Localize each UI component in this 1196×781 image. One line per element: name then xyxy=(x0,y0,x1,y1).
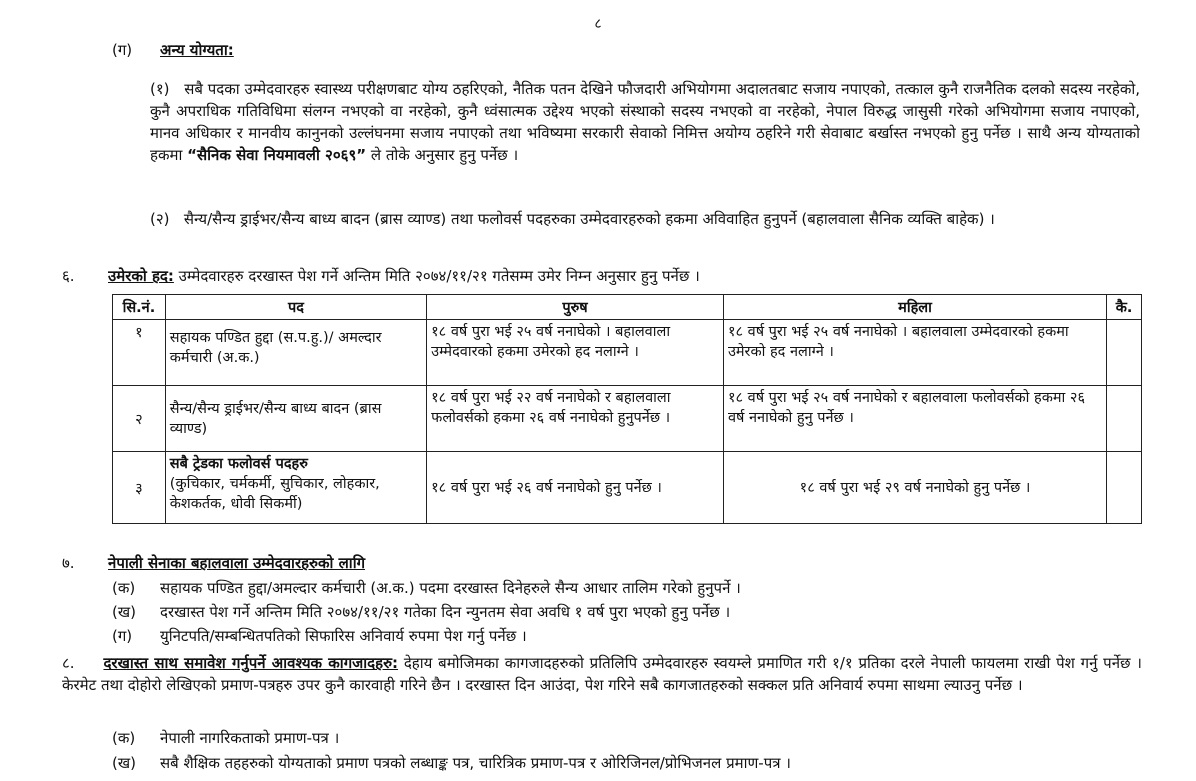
section-6-title: उमेरको हद: xyxy=(108,267,174,285)
para2-text: सैन्य/सैन्य ड्राईभर/सैन्य बाध्य बादन (ब्रास व्याण्ड) तथा फलोवर्स पदहरुका उम्मेदवारहरुको हकमा अविवाहित हुनुपर्ने (बहालवाला सैनिक व्यक्ति बाहेक) । xyxy=(183,210,995,228)
section-7-number: ७. xyxy=(62,554,75,572)
section-8-text: देहाय बमोजिमका कागजादहरुको प्रतिलिपि उम्मेदवारहरु स्वयम्ले प्रमाणित गरी १/१ प्रतिका दरले नेपाली फायलमा राखी पेश गर्नु पर्नेछ । केरमेट तथा दोहोरो लेखिएको प्रमाण-पत्रहरु उपर कुनै कारवाही गरिने छैन । दरखास्त दिन आउंदा, पेश गरिने सबै कागजातहरुको सक्कल प्रति अनिवार्य रुपमा साथमा ल्याउनु पर्नेछ । xyxy=(62,654,1142,694)
section-7-item-label: (ख) xyxy=(112,603,136,621)
section-7-item-text: सहायक पण्डित हुद्दा/अमल्दार कर्मचारी (अ.क.) पदमा दरखास्त दिनेहरुले सैन्य आधार तालिम गरेको हुनुपर्ने । xyxy=(160,579,741,597)
section-7-title: नेपाली सेनाका बहालवाला उम्मेदवारहरुको लागि xyxy=(108,554,366,572)
table-row xyxy=(113,320,1142,386)
section-7-item-text: युनिटपति/सम्बन्धितपतिको सिफारिस अनिवार्य रुपमा पेश गर्नु पर्नेछ । xyxy=(160,627,527,645)
section-g-para1 xyxy=(150,78,1140,190)
cell-post-detail: (कुचिकार, चर्मकर्मी, सुचिकार, लोहकार, केशकर्तक, धोवी सिकर्मी) xyxy=(169,476,380,512)
cell-post xyxy=(165,452,426,524)
para1-text: सबै पदका उम्मेदवारहरु स्वास्थ्य परीक्षणबाट योग्य ठहरिएको, नैतिक पतन देखिने फौजदारी अभियोगमा अदालतबाट सजाय नपाएको, तत्काल कुनै राजनैतिक दलको सदस्य नरहेको, कुनै अपराधिक गतिविधिमा संलग्न नभएको वा नरहेको, कुनै ध्वंसात्मक उद्देश्य भएको संस्थाको सदस्य नभएको वा नरहेको, नेपाल विरुद्ध जासुसी गरेको अभियोगमा सजाय नपाएको, मानव अधिकार र मानवीय कानुनको उल्लंघनमा सजाय नपाएको तथा भविष्यमा सरकारी सेवाको निमित्त अयोग्य ठहरिने गरी सेवाबाट बर्खास्त नभएको हुनु पर्नेछ । साथै अन्य योग्यताको हकमा xyxy=(150,80,1140,164)
cell-female: १८ वर्ष पुरा भई २५ वर्ष ननाघेको र बहालवाला फलोवर्सको हकमा २६ वर्ष ननाघेको हुनु पर्नेछ । xyxy=(723,386,1106,452)
para1-number: (१) xyxy=(150,80,170,98)
section-8-number: ८. xyxy=(62,654,75,672)
cell-serial: २ xyxy=(113,386,166,452)
cell-remarks xyxy=(1107,320,1142,386)
cell-male: १८ वर्ष पुरा भई २२ वर्ष ननाघेको र बहालवाला फलोवर्सको हकमा २६ वर्ष ननाघेको हुनुपर्नेछ । xyxy=(427,386,724,452)
section-6-number: ६. xyxy=(62,267,75,285)
cell-male: १८ वर्ष पुरा भई २५ वर्ष ननाघेको । बहालवाला उम्मेदवारको हकमा उमेरको हद नलाग्ने । xyxy=(427,320,724,386)
section-6-line xyxy=(108,266,1148,286)
cell-post: सैन्य/सैन्य ड्राईभर/सैन्य बाध्य बादन (ब्रास व्याण्ड) xyxy=(165,386,426,452)
section-7-item-label: (क) xyxy=(112,579,136,597)
cell-remarks xyxy=(1107,452,1142,524)
header-male: पुरुष xyxy=(427,295,724,320)
table-row xyxy=(113,452,1142,524)
table-row xyxy=(113,386,1142,452)
section-8-item-text: नेपाली नागरिकताको प्रमाण-पत्र । xyxy=(160,729,340,747)
header-female: महिला xyxy=(723,295,1106,320)
header-remarks: कै. xyxy=(1107,295,1142,320)
section-8-title: दरखास्त साथ समावेश गर्नुपर्ने आवश्यक कागजादहरु: xyxy=(103,654,399,672)
cell-male: १८ वर्ष पुरा भई २६ वर्ष ननाघेको हुनु पर्नेछ । xyxy=(427,452,724,524)
para2-number: (२) xyxy=(150,210,170,228)
section-7-item-label: (ग) xyxy=(112,627,133,645)
table-header-row xyxy=(113,295,1142,320)
cell-serial: ३ xyxy=(113,452,166,524)
para1-regulation-name: “सैनिक सेवा नियमावली २०६९” xyxy=(187,146,367,164)
cell-serial: १ xyxy=(113,320,166,386)
cell-female: १८ वर्ष पुरा भई २५ वर्ष ननाघेको । बहालवाला उम्मेदवारको हकमा उमेरको हद नलाग्ने । xyxy=(723,320,1106,386)
section-g-title: अन्य योग्यता: xyxy=(160,41,234,59)
section-6-text: उम्मेदवारहरु दरखास्त पेश गर्ने अन्तिम मिति २०७४/११/२१ गतेसम्म उमेर निम्न अनुसार हुनु पर्नेछ । xyxy=(178,267,700,285)
cell-female: १८ वर्ष पुरा भई २९ वर्ष ननाघेको हुनु पर्नेछ । xyxy=(723,452,1106,524)
para1-tail: ले तोके अनुसार हुनु पर्नेछ । xyxy=(370,146,519,164)
section-7-item-text: दरखास्त पेश गर्ने अन्तिम मिति २०७४/११/२१ गतेका दिन न्युनतम सेवा अवधि १ वर्ष पुरा भएको हुनु पर्नेछ । xyxy=(160,603,731,621)
section-g-para2 xyxy=(150,208,1140,254)
section-8-item-text: सबै शैक्षिक तहहरुको योग्यताको प्रमाण पत्रको लब्धाङ्क पत्र, चारित्रिक प्रमाण-पत्र र ओरिजिनल/प्रोभिजनल प्रमाण-पत्र । xyxy=(160,754,791,772)
section-8-item-label: (ख) xyxy=(112,754,136,772)
page-number: ८ xyxy=(594,16,602,32)
header-serial: सि.नं. xyxy=(113,295,166,320)
section-8-item-label: (क) xyxy=(112,729,136,747)
age-limit-table xyxy=(112,294,1142,524)
header-post: पद xyxy=(165,295,426,320)
cell-post: सहायक पण्डित हुद्दा (स.प.हु.)/ अमल्दार कर्मचारी (अ.क.) xyxy=(165,320,426,386)
section-8-paragraph xyxy=(62,652,1142,720)
section-g-label: (ग) xyxy=(112,41,133,59)
cell-post-heading: सबै ट्रेडका फलोवर्स पदहरु xyxy=(169,456,308,472)
cell-remarks xyxy=(1107,386,1142,452)
